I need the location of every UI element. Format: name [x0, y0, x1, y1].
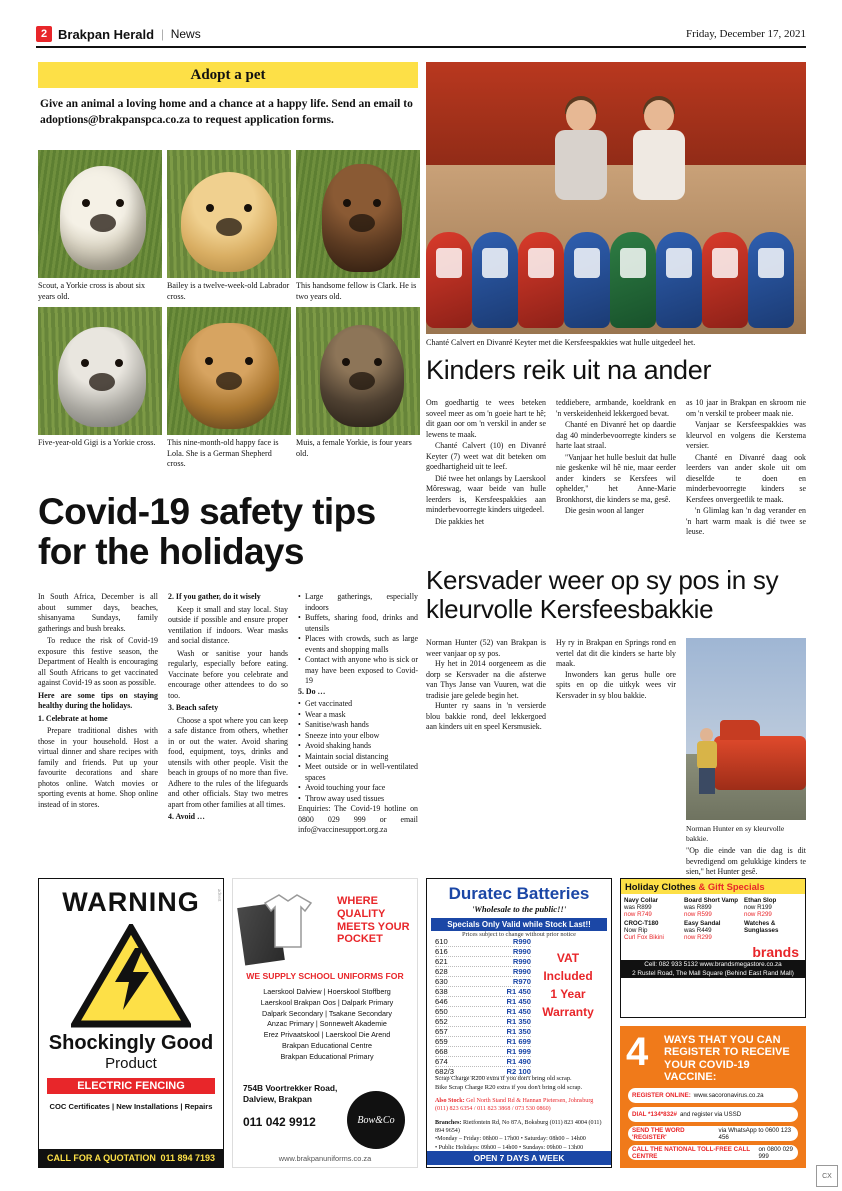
covid-column-2: [168, 592, 288, 862]
pet-row: [38, 150, 420, 307]
ad-brand-logo: [621, 944, 805, 960]
subhead: Here are some tips on staying healthy during the holidays.: [38, 690, 158, 710]
battery-price: R1 350: [506, 1017, 531, 1026]
paragraph: Norman Hunter (52) van Brakpan is weer vanjaar op sy pos.: [426, 638, 546, 658]
pet-card-muis: [296, 307, 420, 464]
kersvader-column-3: [686, 846, 806, 878]
paragraph: Chanté en Divanré het op daardie dag 40 minderbevoorregte kinders se harte laat straal.: [556, 420, 676, 450]
list-item: • Throw away used tissues: [298, 794, 418, 805]
vat-line: 1 Year: [550, 987, 586, 1001]
battery-price: R1 450: [506, 987, 531, 996]
item-name: Watches & Sunglasses: [744, 920, 779, 934]
hunter-photo-caption: Norman Hunter en sy kleurvolle bakkie.: [686, 824, 785, 843]
ad-tagline-1: Shockingly Good: [48, 1032, 214, 1054]
battery-code: 668: [435, 1047, 448, 1056]
kersvader-column-2: [556, 638, 676, 701]
hours-line: •Monday – Friday: 08h00 – 17h00 • Saturday: 08h00 – 14h00: [435, 1136, 586, 1143]
battery-price: R1 999: [506, 1047, 531, 1056]
list-item: • Buffets, sharing food, drinks and utensils: [298, 613, 418, 634]
ad-call-bar[interactable]: [39, 1149, 223, 1167]
battery-price-table: [435, 937, 531, 1077]
battery-price: R1 490: [506, 1057, 531, 1066]
ad-cta-label: CALL FOR A QUOTATION: [47, 1153, 156, 1163]
battery-code: 650: [435, 1007, 448, 1016]
battery-price: R990: [512, 967, 531, 976]
ad-duratec-batteries[interactable]: [426, 878, 612, 1168]
paragraph: Dié twee het onlangs by Laerskool Môreswag, waar beide van hulle leerders is, Kersfeespakkies aan minderbevoorregte kinders uitgedeel.: [426, 473, 546, 514]
publication-title: Brakpan Herald: [58, 26, 155, 42]
publisher-logo-icon: CX: [816, 1165, 838, 1187]
vaccine-option-whatsapp[interactable]: [628, 1126, 798, 1141]
ad-subtitle: 'Wholesale to the public!!': [471, 904, 567, 914]
masthead-section: News: [170, 27, 201, 41]
masthead-date: Friday, December 17, 2021: [686, 28, 806, 40]
ad-tagline-2: Product: [105, 1055, 157, 1072]
subhead: 4. Avoid …: [168, 812, 205, 821]
ad-website[interactable]: www.brakpanuniforms.co.za: [278, 1154, 372, 1163]
brand-name: brands: [752, 944, 799, 960]
pet-photo-bailey: [167, 150, 291, 278]
ad-title: Holiday Clothes: [625, 881, 696, 892]
ad-covid-vaccine-registration[interactable]: [620, 1026, 806, 1168]
table-row: [435, 947, 531, 957]
battery-code: 646: [435, 997, 448, 1006]
option-text: and register via USSD: [679, 1111, 742, 1118]
table-row: [435, 957, 531, 967]
school-line: Dalpark Secondary | Tsakane Secondary: [262, 1008, 392, 1018]
paragraph: Prepare traditional dishes with those in your household. Host a virtual dinner and share recipes with family and friends. Put up your favourite decorations and share photos online. Watch movies or sporting events at home. Shop online instead of in stores.: [38, 726, 158, 809]
option-text: via WhatsApp to 0600 123 456: [718, 1126, 792, 1141]
list-item: • Contact with anyone who is sick or may have been exposed to Covid-19: [298, 655, 418, 687]
child-divanre: [622, 100, 696, 230]
also-text: Gel North Stand Rd & Hannan Pietersen, Johnsburg (011) 823 6354 / 011 823 3868 / 073 530 0860): [435, 1098, 594, 1113]
battery-price: R1 699: [506, 1037, 531, 1046]
table-row: [435, 1007, 531, 1017]
table-row: [435, 1017, 531, 1027]
kersvader-column-1: [426, 638, 546, 733]
norman-hunter-photo: [686, 638, 806, 820]
paragraph: Keep it small and stay local. Stay outside if possible and ensure proper ventilation if indoors. Wear masks and social distance.: [168, 604, 288, 645]
ad-supply-line: WE SUPPLY SCHOOL UNIFORMS FOR: [246, 971, 404, 981]
subhead: 1. Celebrate at home: [38, 713, 108, 723]
table-row: [435, 977, 531, 987]
covid-headline: Covid-19 safety tips for the holidays: [38, 491, 376, 572]
item-name: Easy Sandal: [684, 920, 721, 927]
ad-specials-bar: Specials Only Valid while Stock Last!!: [431, 918, 607, 931]
adopt-intro-text: Give an animal a loving home and a chance at a happy life. Send an email to adoptions@brakpanspca.co.za to request application forms.: [40, 98, 413, 127]
battery-code: 652: [435, 1017, 448, 1026]
paragraph: Vanjaar se Kersfeespakkies was kleurvol en volgens die Kerstema versier.: [686, 420, 806, 450]
paragraph: Chanté Calvert (10) en Divanré Keyter (7) weet wat dit beteken om goedhartigheid uit te leef.: [426, 441, 546, 471]
ad-heading: WAYS THAT YOU CAN REGISTER TO RECEIVE YOUR COVID-19 VACCINE:: [664, 1034, 790, 1083]
covid-column-3: [298, 592, 418, 862]
ad-warning-title: WARNING: [62, 887, 200, 917]
vat-line: VAT: [556, 951, 580, 965]
ad-item: [744, 897, 802, 918]
scrap-line: Scrap Charge R200 extra if you don't bring old scrap.: [435, 1075, 572, 1082]
table-row: [435, 967, 531, 977]
paragraph: Hy het in 2014 oorgeneem as die dorp se Kersvader na die afsterwe van Thys Janse van Vuuren, wat die tradisie jare gelede begin het.: [426, 659, 546, 700]
covid-do-list: [298, 699, 418, 804]
pet-photo-lola: [167, 307, 291, 435]
ad-vat-box: [533, 949, 603, 1021]
item-old-price: was R899: [624, 904, 652, 911]
list-item: • Avoid touching your face: [298, 783, 418, 794]
option-text: www.sacoronavirus.co.za: [693, 1092, 764, 1099]
school-line: Laerskool Dalview | Hoerskool Stoffberg: [263, 987, 391, 996]
battery-code: 621: [435, 957, 448, 966]
battery-code: 628: [435, 967, 448, 976]
ad-item: [684, 920, 742, 941]
xmas-photo-caption: Chanté Calvert en Divanré Keyter met die Kersfeespakkies wat hulle uitgedeel het.: [426, 338, 696, 347]
item-old-price: was R449: [684, 927, 712, 934]
ad-item: [624, 920, 682, 941]
scrap-line: Bike Scrap Charge R20 extra if you don't bring old scrap.: [435, 1083, 583, 1091]
pet-caption: Bailey is a twelve-week-old Labrador cross.: [167, 281, 290, 301]
also-title: Also Stock:: [435, 1098, 465, 1104]
list-item: • Avoid shaking hands: [298, 741, 418, 752]
vat-line: Included: [543, 969, 593, 983]
kersvader-headline: Kersvader weer op sy pos in sy kleurvolle Kersfeesbakkie: [426, 565, 779, 625]
pet-photo-clark: [296, 150, 420, 278]
subhead: 3. Beach safety: [168, 703, 219, 712]
list-item: • Meet outside or in well-ventilated spaces: [298, 762, 418, 783]
norman-hunter-figure: [696, 728, 718, 794]
paragraph: 'n Glimlag kan 'n dag verander en 'n hart warm maak is dié twee se leuse.: [686, 506, 806, 536]
covid-column-1: [38, 592, 158, 862]
pet-caption: Muis, a female Yorkie, is four years old.: [296, 438, 412, 458]
ad-holiday-clothes[interactable]: [620, 878, 806, 1018]
pet-caption: Five-year-old Gigi is a Yorkie cross.: [38, 438, 156, 447]
battery-price: R990: [512, 937, 531, 946]
ad-certificates-line: COC Certificates | New Installations | Repairs: [49, 1102, 213, 1111]
battery-code: 616: [435, 947, 448, 956]
ad-also-stock: [435, 1097, 603, 1113]
ad-schools-list: [247, 987, 407, 1063]
battery-price: R990: [512, 947, 531, 956]
ad-header: [621, 879, 805, 894]
paragraph: "Vanjaar het hulle besluit dat hulle nie geskenke wil hê nie, maar eerder ander kinders se Kersfees wil ophelder," het Anne-Marie Bronkhorst, die kinders se ma, gesê.: [556, 452, 676, 504]
ad-price-note: Prices subject to change without prior notice: [462, 931, 576, 938]
item-old-price: now R199: [744, 904, 772, 911]
battery-code: 682/3: [435, 1067, 455, 1076]
subhead: 2. If you gather, do it wisely: [168, 592, 261, 601]
school-line: Brakpan Educational Primary: [280, 1051, 374, 1061]
pet-row: [38, 307, 420, 469]
pet-caption: This handsome fellow is Clark. He is two years old.: [296, 281, 417, 301]
ad-scrap-terms: [435, 1075, 603, 1093]
pet-photo-muis: [296, 307, 420, 435]
ad-item-grid: [621, 894, 805, 944]
item-new-price: now R299: [684, 934, 712, 941]
battery-code: 659: [435, 1037, 448, 1046]
paragraph: In South Africa, December is all about summer days, beaches, shisanyama Sundays, family gatherings and bush breaks.: [38, 592, 158, 633]
item-old-price: was R899: [684, 904, 712, 911]
vaccine-option-call-centre[interactable]: [628, 1145, 798, 1160]
item-new-price: now R599: [684, 911, 712, 918]
list-item: • Sneeze into your elbow: [298, 731, 418, 742]
ad-phone-number: 011 894 7193: [160, 1153, 215, 1163]
adopt-a-pet-title: Adopt a pet: [190, 66, 266, 83]
kinders-article-body: [426, 398, 808, 566]
paragraph: Chanté en Divanré daag ook leerders van ander skole uit om dieselfde te doen en minderbevoorregte kinders se Kersfees onvergeetlik te maak.: [686, 452, 806, 504]
pet-photo-grid: [38, 150, 420, 469]
xmas-parcels-photo: [426, 62, 806, 334]
table-row: [435, 1027, 531, 1037]
pet-card-gigi: [38, 307, 162, 464]
battery-price: R1 450: [506, 1007, 531, 1016]
option-label: SEND THE WORD 'REGISTER': [632, 1126, 685, 1141]
ad-address: 754B Voortrekker Road, Dalview, Brakpan: [243, 1083, 338, 1105]
paragraph: as 10 jaar in Brakpan en skroom nie om 'n verskil te probeer maak nie.: [686, 398, 806, 418]
paragraph: Inwonders kan gerus hulle ore spits en op die uitkyk wees vir Kersvader in sy blou bakkie.: [556, 669, 676, 700]
list-item: • Maintain social distancing: [298, 752, 418, 763]
battery-code: 610: [435, 937, 448, 946]
page-number-badge: 2: [36, 26, 52, 42]
ad-contact-strip: Cell: 082 933 5132 www.brandsmegastore.co.za: [621, 960, 805, 969]
battery-code: 674: [435, 1057, 448, 1066]
paragraph: Die gesin woon al langer: [565, 506, 644, 515]
ad-item: [624, 897, 682, 918]
ad-school-uniforms[interactable]: [232, 878, 418, 1168]
list-item: • Get vaccinated: [298, 699, 418, 710]
ad-side-tag: advert: [216, 889, 221, 902]
vat-line: Warranty: [542, 1005, 594, 1019]
ad-band-electric-fencing: ELECTRIC FENCING: [47, 1078, 215, 1094]
paragraph: Om goedhartig te wees beteken soveel meer as om 'n goeie hart te hê; dit gaan oor om 'n verskil in ander se lewens te maak.: [426, 398, 546, 439]
school-line: Brakpan Educational Centre: [282, 1040, 372, 1050]
item-name: CROC-T180: [624, 920, 659, 927]
kinders-headline: Kinders reik uit na ander: [426, 355, 712, 385]
ad-open-hours-bar: OPEN 7 DAYS A WEEK: [427, 1151, 611, 1165]
battery-price: R970: [512, 977, 531, 986]
list-item: • Sanitise/wash hands: [298, 720, 418, 731]
paragraph: Hy ry in Brakpan en Springs rond en vertel dat dit die kinders se harte bly maak.: [556, 638, 676, 668]
enquiries-text: Enquiries: The Covid-19 hotline on 0800 029 999 or email info@vaccinesupport.org.za: [298, 804, 418, 834]
child-chante: [544, 100, 618, 230]
item-new-price: Curl Fox Bikini: [624, 934, 664, 941]
school-line: Anzac Primary | Sonnewelt Akademie: [267, 1019, 387, 1029]
subhead: 5. Do …: [298, 686, 326, 696]
pet-photo-scout: [38, 150, 162, 278]
ad-big-number: 4: [626, 1030, 649, 1074]
battery-code: 630: [435, 977, 448, 986]
option-text: on 0800 029 999: [758, 1145, 793, 1160]
kinders-column-1: [426, 398, 546, 566]
table-row: [435, 987, 531, 997]
battery-price: R990: [512, 957, 531, 966]
ad-phone-number: 011 042 9912: [243, 1115, 316, 1129]
ad-address-strip: 2 Rustel Road, The Mall Square (Behind East Rand Mall): [621, 969, 805, 978]
branches-text: Rietfontein Rd, No 87A, Boksburg (011) 823 4004 (011) 894 9654): [435, 1120, 602, 1135]
ad-item: [684, 897, 742, 918]
ad-logo: Bow&Co: [347, 1091, 405, 1149]
item-name: Board Short Vamp: [684, 897, 738, 904]
adopt-a-pet-banner: [38, 62, 418, 88]
pet-card-scout: [38, 150, 162, 307]
high-voltage-icon: [71, 924, 191, 1028]
table-row: [435, 1037, 531, 1047]
ad-subtitle: & Gift Specials: [698, 881, 765, 892]
item-new-price: now R299: [744, 911, 772, 918]
table-row: [435, 1057, 531, 1067]
advertisement-strip: [38, 878, 806, 1168]
battery-price: R1 450: [506, 997, 531, 1006]
option-label: CALL THE NATIONAL TOLL-FREE CALL CENTRE: [632, 1145, 751, 1160]
pet-card-lola: [167, 307, 291, 469]
battery-price: R2 100: [506, 1067, 531, 1076]
option-label: DIAL *134*832#: [632, 1111, 677, 1118]
list-item: • Large gatherings, especially indoors: [298, 592, 418, 613]
kinders-column-2: [556, 398, 676, 566]
table-row: [435, 937, 531, 947]
ad-slogan: WHERE QUALITY MEETS YOUR POCKET: [337, 895, 410, 946]
paragraph: To reduce the risk of Covid-19 exposure this festive season, the Department of Health is encouraging all South Africans to get vaccinated against Covid-19 as soon as possible.: [38, 636, 158, 687]
item-new-price: now R749: [624, 911, 652, 918]
hours-line: • Public Holidays: 09h00 – 14h00 • Sundays: 09h00 – 13h00: [435, 1144, 584, 1151]
paragraph: "Op die einde van die dag is dit bevredigend om gelukkige kinders te sien," het Hunter gesê.: [686, 846, 806, 876]
battery-price: R1 350: [506, 1027, 531, 1036]
kinders-column-3: [686, 398, 806, 566]
branches-title: Branches:: [435, 1120, 462, 1126]
covid-article-body: [38, 592, 420, 862]
decorated-bakkie: [714, 736, 806, 790]
paragraph: Wash or sanitise your hands regularly, especially before eating. Vaccinate before you celebrate and encourage other attendees to do so too.: [168, 648, 288, 700]
item-name: Navy Collar: [624, 897, 659, 904]
paragraph: teddiebere, armbande, koeldrank en 'n verskeidenheid lekkergoed bevat.: [556, 398, 676, 418]
paragraph: Choose a spot where you can keep a safe distance from others, whether in or out the water. Avoid sharing food, equipment, toys, drinks and utensils with other people. Visit the beach in groups of no more than five. Adhere to the rules of the lifeguards and other officials. Stay two metres apart from other families at all times.: [168, 715, 288, 809]
school-line: Laerskool Brakpan Oos | Dalpark Primary: [260, 997, 394, 1007]
vaccine-option-ussd[interactable]: [628, 1107, 798, 1122]
option-label: REGISTER ONLINE:: [632, 1092, 691, 1099]
masthead: [36, 22, 806, 48]
ad-title: Duratec Batteries: [448, 884, 590, 903]
vaccine-option-online[interactable]: [628, 1088, 798, 1103]
list-item: • Wear a mask: [298, 710, 418, 721]
table-row: [435, 1047, 531, 1057]
list-item: • Places with crowds, such as large events and shopping malls: [298, 634, 418, 655]
masthead-separator: |: [161, 26, 164, 41]
ad-electric-fencing[interactable]: [38, 878, 224, 1168]
item-name: Ethan Slop: [744, 897, 777, 904]
ad-item: [744, 920, 802, 941]
shirt-icon: [257, 893, 319, 949]
battery-code: 638: [435, 987, 448, 996]
item-old-price: Now Rip: [624, 927, 648, 934]
paragraph: Hunter ry saans in 'n versierde blou bakkie rond, deel lekkergoed aan kinders uit en speel Kersmusiek.: [426, 701, 546, 731]
pet-caption: This nine-month-old happy face is Lola. She is a German Shepherd cross.: [167, 438, 279, 469]
pet-photo-gigi: [38, 307, 162, 435]
school-line: Erez Privaatskool | Laerskool Die Arend: [263, 1030, 391, 1040]
pet-card-bailey: [167, 150, 291, 307]
pet-caption: Scout, a Yorkie cross is about six years old.: [38, 281, 146, 301]
pet-card-clark: [296, 150, 420, 307]
covid-avoid-list: [298, 592, 418, 687]
battery-code: 657: [435, 1027, 448, 1036]
ad-branches: [435, 1119, 603, 1152]
table-row: [435, 997, 531, 1007]
paragraph: Die pakkies het: [435, 516, 485, 526]
